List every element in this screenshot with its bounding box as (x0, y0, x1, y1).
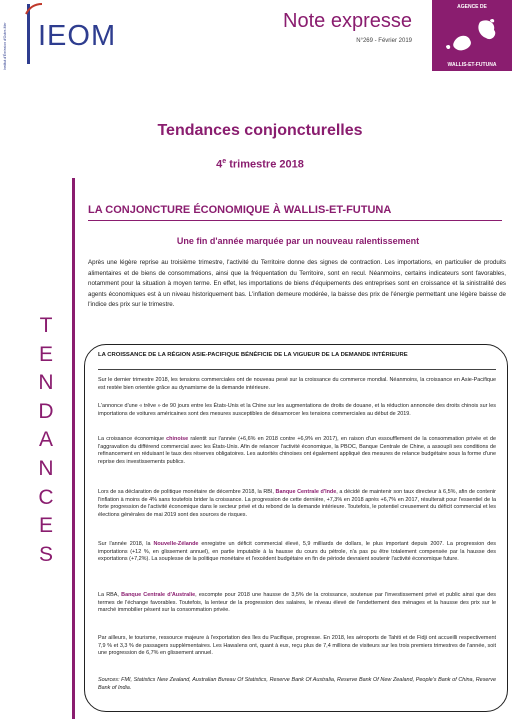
country-china: chinoise (166, 436, 189, 442)
box-paragraph: Sur le dernier trimestre 2018, les tensions commerciales ont de nouveau pesé sur la croissance du commerce mondial. Néanmoins, la croissance en Asie-Pacifique est restée bien orientée grâce au dynamisme de la demande intérieure. (98, 377, 496, 391)
side-letter: D (38, 399, 54, 423)
logo-swoosh-icon (24, 2, 44, 16)
side-letter: T (39, 314, 53, 337)
section-heading: LA CONJONCTURE ÉCONOMIQUE À WALLIS-ET-FUTUNA (88, 204, 392, 216)
bank-australia: Banque Centrale d'Australie (121, 592, 196, 598)
section-subtitle: Une fin d'année marquée par un nouveau ralentissement (176, 236, 420, 246)
side-letter: N (38, 371, 54, 395)
box-title: LA CROISSANCE DE LA RÉGION ASIE-PACIFIQUE BÉNÉFICIE DE LA VIGUEUR DE LA DEMANDE INTÉRIEURE (98, 352, 408, 358)
box-paragraph: Par ailleurs, le tourisme, ressource majeure à l'exportation des îles du Pacifique, progresse. En 2018, les aéroports de Tahiti et de Fidji ont accueilli respectivement 7,9 % et 3,3 % de passagers supplémentaires. Les Hawaïens ont, quant à eux, reçu plus de 7,4 millions de visiteurs sur les trois premiers trimestres de l'année, soit une progression de 6,7% en glissement annuel. (98, 635, 496, 656)
side-divider (72, 178, 75, 719)
side-letter: E (38, 514, 53, 538)
intro-paragraph: Après une légère reprise au troisième trimestre, l'activité du Territoire donne des signes de contraction. Les importations, en particulier de produits alimentaires et de biens de consommations, ainsi que la fréquentation du Territoire, sont en recul. Néanmoins, certains indicateurs sont favorables, notamment pour la situation à moyen terme. En effet, les importations de biens d'équipements des entreprises sont en croissance et la sinistralité des agents économiques est à un niveau historiquement bas. L'inflation demeure modérée, la baisse des prix de l'énergie permettant une légère baisse de l'indice des prix sur le trimestre. (88, 259, 506, 308)
publication-title: Note expresse (283, 10, 412, 32)
side-letter: A (38, 428, 53, 452)
issue-number: N°269 - Février 2019 (356, 38, 412, 44)
box-sources: Sources: FMI, Statistics New Zealand, Australian Bureau Of Statistics, Reserve Bank Of Australia, Reserve Bank Of New Zealand, People's Bank of China, Reserve Bank of India. (98, 677, 496, 691)
section-divider (88, 220, 502, 221)
side-letter: S (38, 542, 53, 566)
box-paragraph: La croissance économique chinoise ralentit sur l'année (+6,6% en 2018 contre +6,9% en 2017), en raison d'un essoufflement de la consommation privée et de l'aggravation du différend commercial avec les États-Unis. Afin de relancer l'activité économique, la PBOC, Banque Centrale de Chine, a assoupli ses conditions de refinancement en réduisant le taux des réserves obligatoires. Les autorités chinoises ont également appliqué des mesures de relance budgétaire sous la forme d'une reprise des investissements publics. (98, 436, 496, 465)
box-divider (98, 369, 496, 370)
wallis-futuna-map-icon (440, 12, 504, 60)
side-letter: C (38, 485, 54, 509)
box-paragraph: Lors de sa déclaration de politique monétaire de décembre 2018, la RBI, Banque Centrale d'Inde, a décidé de maintenir son taux directeur à 6,5%, afin de contenir l'inflation à moins de 4% sans toutefois brider la croissance. La progression de cette dernière, +7,3% en 2018 après +6,7% en 2017, résulterait pour l'essentiel de la forte progression de l'activité économique dans le secteur privé et du rebond de la demande intérieure. Toutefois, le potentiel creusement du déficit commercial et les élections générales de mai 2019 sont des sources de risques. (98, 489, 496, 518)
box-paragraph: Sur l'année 2018, la Nouvelle-Zélande enregistre un déficit commercial élevé, 5,9 milliards de dollars, le plus important depuis 2007. La progression des importations (+12 %, en glissement annuel), en partie imputable à la hausse du cours du pétrole, n'a pas pu être totalement compensée par la hausse des exportations (+7,2%). La souplesse de la politique monétaire et l'excédent budgétaire en fin de période devraient soutenir l'activité économique future. (98, 541, 496, 562)
side-letter: N (38, 456, 54, 480)
side-word-tendances (36, 312, 56, 569)
logo: IEOM (38, 20, 117, 52)
box-paragraph: L'annonce d'une « trêve » de 90 jours entre les États-Unis et la Chine sur les augmentations de droits de douane, et la réduction annoncée des droits chinois sur les importations de voitures américaines sont des mesures susceptibles de désamorcer les tensions commerciales au début de 2019. (98, 403, 496, 417)
document-period: 4e trimestre 2018 (216, 158, 304, 171)
box-paragraph: La RBA, Banque Centrale d'Australie, escompte pour 2018 une hausse de 3,5% de la croissance, soutenue par l'investissement privé et public ainsi que des termes de l'échange favorables. Toutefois, la lenteur de la progression des salaires, le niveau élevé de l'endettement des ménages et la hausse des prix sur le marché immobilier pèsent sur la consommation privée. (98, 592, 496, 613)
bank-india: Banque Centrale d'Inde (275, 489, 337, 495)
logo-subtext: Institut d'Émission d'Outre-Mer (3, 22, 7, 70)
country-new-zealand: Nouvelle-Zélande (153, 541, 199, 547)
document-title: Tendances conjoncturelles (157, 122, 363, 139)
agency-label-top: AGENCE DE (457, 4, 487, 10)
agency-label-bottom: WALLIS-ET-FUTUNA (447, 62, 497, 68)
side-letter: E (38, 342, 53, 366)
